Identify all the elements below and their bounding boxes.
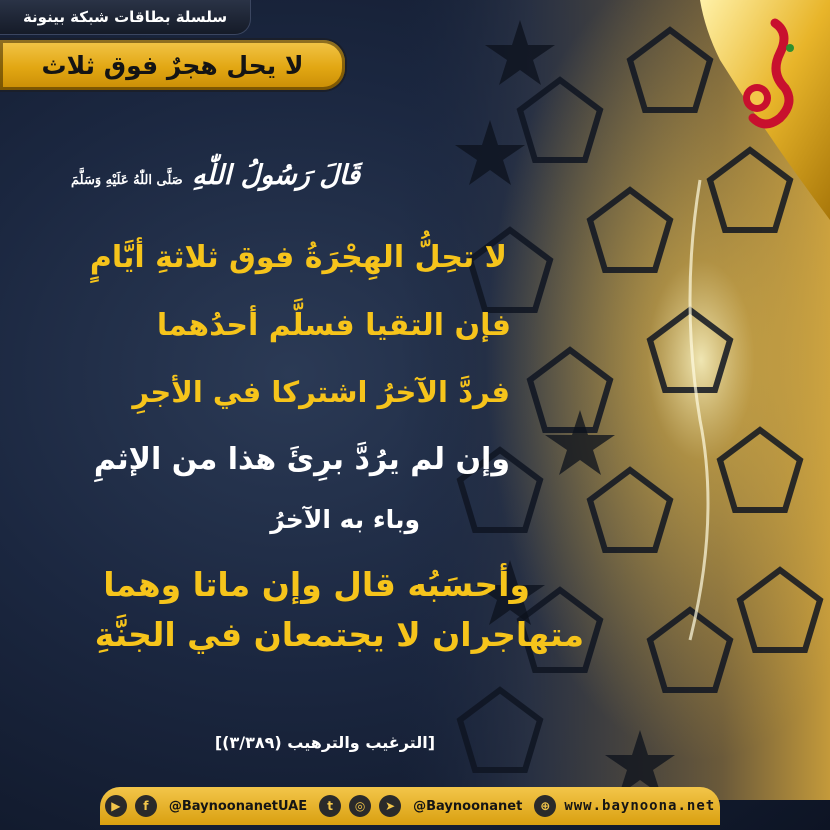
hadith-line-7: متهاجران لا يجتمعان في الجنَّةِ	[94, 615, 584, 654]
web-icon[interactable]: ⊕	[534, 795, 556, 817]
hadith-source: [الترغيب والترهيب (٣/٣٨٩)]	[214, 733, 435, 752]
handle-main[interactable]: @Baynoonanet	[413, 798, 523, 814]
hadith-line-4: وإن لم يرُدَّ برِئَ هذا من الإثمِ	[93, 442, 510, 477]
social-footer	[100, 787, 720, 825]
salutation-text: صَلَّى اللّٰهُ عَلَيْهِ وَسَلَّمَ	[70, 173, 183, 188]
twitter-icon[interactable]: t	[319, 795, 341, 817]
card-title: لا يحل هجرٌ فوق ثلاث	[0, 40, 345, 90]
hadith-line-1: لا تحِلُّ الهِجْرَةُ فوق ثلاثةِ أيَّامٍ	[89, 240, 507, 275]
instagram-icon[interactable]: ◎	[349, 795, 371, 817]
hadith-intro	[71, 160, 360, 191]
hadith-line-5: وباء به الآخرُ	[270, 505, 420, 534]
series-label: سلسلة بطاقات شبكة بينونة	[0, 0, 251, 35]
facebook-icon[interactable]: f	[135, 795, 157, 817]
handle-uae[interactable]: @BaynoonanetUAE	[168, 798, 308, 814]
youtube-icon[interactable]: ▶	[105, 795, 127, 817]
intro-text: قَالَ رَسُولُ اللّٰهِ	[192, 160, 360, 191]
hadith-line-3: فردَّ الآخرُ اشتركا في الأجرِ	[132, 375, 510, 409]
telegram-icon[interactable]: ➤	[379, 795, 401, 817]
hadith-line-6: وأحسَبُه قال وإن ماتا وهما	[103, 565, 530, 604]
hadith-line-2: فإن التقيا فسلَّم أحدُهما	[156, 308, 511, 343]
website-link[interactable]: www.baynoona.net	[564, 798, 716, 814]
